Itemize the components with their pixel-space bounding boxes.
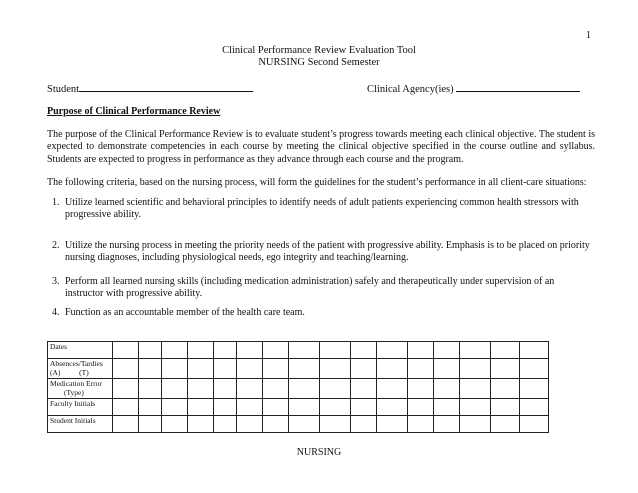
- table-cell[interactable]: [408, 399, 434, 416]
- table-cell[interactable]: [289, 416, 320, 433]
- table-cell[interactable]: [139, 359, 162, 379]
- row-label: [48, 399, 113, 416]
- table-row: [48, 359, 549, 379]
- criteria-intro: The following criteria, based on the nursing process, will form the guidelines for the student’s performance in all client-care situations:: [47, 177, 587, 188]
- table-cell[interactable]: [139, 379, 162, 399]
- table-row: [48, 416, 549, 433]
- agency-blank-line[interactable]: [456, 82, 580, 92]
- table-cell[interactable]: [434, 416, 460, 433]
- table-cell[interactable]: [460, 359, 491, 379]
- table-cell[interactable]: [263, 399, 289, 416]
- list-item: [47, 240, 595, 265]
- row-label: [48, 379, 113, 399]
- item-number: 2.: [52, 240, 60, 251]
- item-text: Utilize the nursing process in meeting the priority needs of the patient with progressive ability. Emphasis is to be placed on priority nursing diagnoses, including physiological needs, ego integrity and teaching/learning.: [65, 240, 590, 264]
- list-item: [47, 307, 595, 319]
- purpose-paragraph: The purpose of the Clinical Performance Review is to evaluate student’s progress towards meeting each clinical objective. The student is expected to demonstrate competencies in each course by meeting the clinical objective specified in the course outline and syllabus. Students are expected to progress in performance as they advance through each course and the program.: [47, 129, 595, 165]
- list-item: [47, 276, 595, 301]
- table-cell[interactable]: [351, 342, 377, 359]
- table-cell[interactable]: [491, 416, 520, 433]
- table-cell[interactable]: [320, 416, 351, 433]
- table-cell[interactable]: [434, 342, 460, 359]
- table-cell[interactable]: [113, 399, 139, 416]
- table-cell[interactable]: [377, 416, 408, 433]
- table-cell[interactable]: [520, 416, 549, 433]
- item-text: Utilize learned scientific and behavioral principles to identify needs of adult patients experiencing common health stressors with progressive ability.: [65, 197, 579, 221]
- student-field[interactable]: [47, 82, 253, 95]
- row-label-text: Absences/Tardies: [50, 359, 103, 368]
- row-label-subtext: (A) (T): [50, 367, 89, 377]
- table-cell[interactable]: [214, 399, 237, 416]
- agency-field[interactable]: [367, 82, 580, 95]
- table-cell[interactable]: [263, 416, 289, 433]
- table-cell[interactable]: [520, 399, 549, 416]
- table-cell[interactable]: [162, 416, 188, 433]
- table-cell[interactable]: [188, 359, 214, 379]
- table-cell[interactable]: [237, 359, 263, 379]
- table-cell[interactable]: [113, 416, 139, 433]
- student-label: Student: [47, 84, 80, 95]
- row-label-subtext: (Type): [64, 387, 84, 397]
- table-cell[interactable]: [377, 359, 408, 379]
- table-cell[interactable]: [113, 379, 139, 399]
- table-cell[interactable]: [320, 399, 351, 416]
- item-text: Function as an accountable member of the health care team.: [65, 307, 305, 318]
- row-label: [48, 416, 113, 433]
- table-cell[interactable]: [289, 379, 320, 399]
- row-label-text: Medication Error: [50, 379, 102, 388]
- table-cell[interactable]: [214, 416, 237, 433]
- evaluation-table: [47, 341, 549, 433]
- table-cell[interactable]: [320, 342, 351, 359]
- table-cell[interactable]: [162, 399, 188, 416]
- row-label-text: Student Initials: [50, 416, 96, 425]
- row-label: [48, 359, 113, 379]
- table-cell[interactable]: [351, 359, 377, 379]
- table-cell[interactable]: [460, 379, 491, 399]
- table-cell[interactable]: [237, 342, 263, 359]
- table-cell[interactable]: [188, 399, 214, 416]
- table-cell[interactable]: [320, 379, 351, 399]
- table-cell[interactable]: [377, 342, 408, 359]
- item-text: Perform all learned nursing skills (including medication administration) safely and therapeutically under supervision of an instructor with progressive ability.: [65, 276, 555, 300]
- table-cell[interactable]: [377, 399, 408, 416]
- agency-label: Clinical Agency(ies): [367, 84, 454, 95]
- page-number: 1: [586, 30, 591, 41]
- table-cell[interactable]: [491, 379, 520, 399]
- table-cell[interactable]: [434, 399, 460, 416]
- table-cell[interactable]: [351, 379, 377, 399]
- table-cell[interactable]: [351, 399, 377, 416]
- table-cell[interactable]: [434, 359, 460, 379]
- item-number: 4.: [52, 307, 60, 318]
- table-cell[interactable]: [377, 379, 408, 399]
- title-line-1: Clinical Performance Review Evaluation Tool: [222, 45, 416, 56]
- table-cell[interactable]: [188, 416, 214, 433]
- table-cell[interactable]: [162, 359, 188, 379]
- table-cell[interactable]: [320, 359, 351, 379]
- table-cell[interactable]: [520, 359, 549, 379]
- table-cell[interactable]: [491, 359, 520, 379]
- table-cell[interactable]: [188, 379, 214, 399]
- item-number: 3.: [52, 276, 60, 287]
- table-row: [48, 399, 549, 416]
- table-cell[interactable]: [188, 342, 214, 359]
- table-cell[interactable]: [351, 416, 377, 433]
- table-cell[interactable]: [491, 342, 520, 359]
- table-cell[interactable]: [162, 342, 188, 359]
- table-cell[interactable]: [289, 359, 320, 379]
- table-cell[interactable]: [214, 359, 237, 379]
- table-cell[interactable]: [237, 379, 263, 399]
- table-cell[interactable]: [113, 342, 139, 359]
- row-label-text: Dates: [50, 342, 68, 351]
- row-label: [48, 342, 113, 359]
- table-cell[interactable]: [460, 342, 491, 359]
- table-cell[interactable]: [263, 379, 289, 399]
- footer-text: NURSING: [296, 447, 342, 458]
- table-cell[interactable]: [237, 399, 263, 416]
- table-cell[interactable]: [237, 416, 263, 433]
- table-cell[interactable]: [214, 342, 237, 359]
- table-cell[interactable]: [460, 416, 491, 433]
- table-cell[interactable]: [263, 342, 289, 359]
- document-title: [0, 45, 638, 69]
- table-cell[interactable]: [460, 399, 491, 416]
- table-cell[interactable]: [408, 379, 434, 399]
- student-blank-line[interactable]: [79, 82, 253, 92]
- table-cell[interactable]: [520, 379, 549, 399]
- table-cell[interactable]: [263, 359, 289, 379]
- table-cell[interactable]: [162, 379, 188, 399]
- table-cell[interactable]: [214, 379, 237, 399]
- purpose-heading: Purpose of Clinical Performance Review: [47, 106, 221, 117]
- table-cell[interactable]: [289, 399, 320, 416]
- row-label-text: Faculty Initials: [50, 399, 96, 408]
- table-row: [48, 379, 549, 399]
- table-cell[interactable]: [408, 342, 434, 359]
- table-cell[interactable]: [139, 416, 162, 433]
- table-cell[interactable]: [408, 416, 434, 433]
- table-cell[interactable]: [491, 399, 520, 416]
- table-cell[interactable]: [113, 359, 139, 379]
- table-cell[interactable]: [139, 399, 162, 416]
- table-cell[interactable]: [139, 342, 162, 359]
- table-row: [48, 342, 549, 359]
- table-cell[interactable]: [520, 342, 549, 359]
- table-cell[interactable]: [434, 379, 460, 399]
- title-line-2: NURSING Second Semester: [258, 57, 380, 68]
- table-cell[interactable]: [289, 342, 320, 359]
- list-item: [47, 197, 595, 222]
- item-number: 1.: [52, 197, 60, 208]
- table-cell[interactable]: [408, 359, 434, 379]
